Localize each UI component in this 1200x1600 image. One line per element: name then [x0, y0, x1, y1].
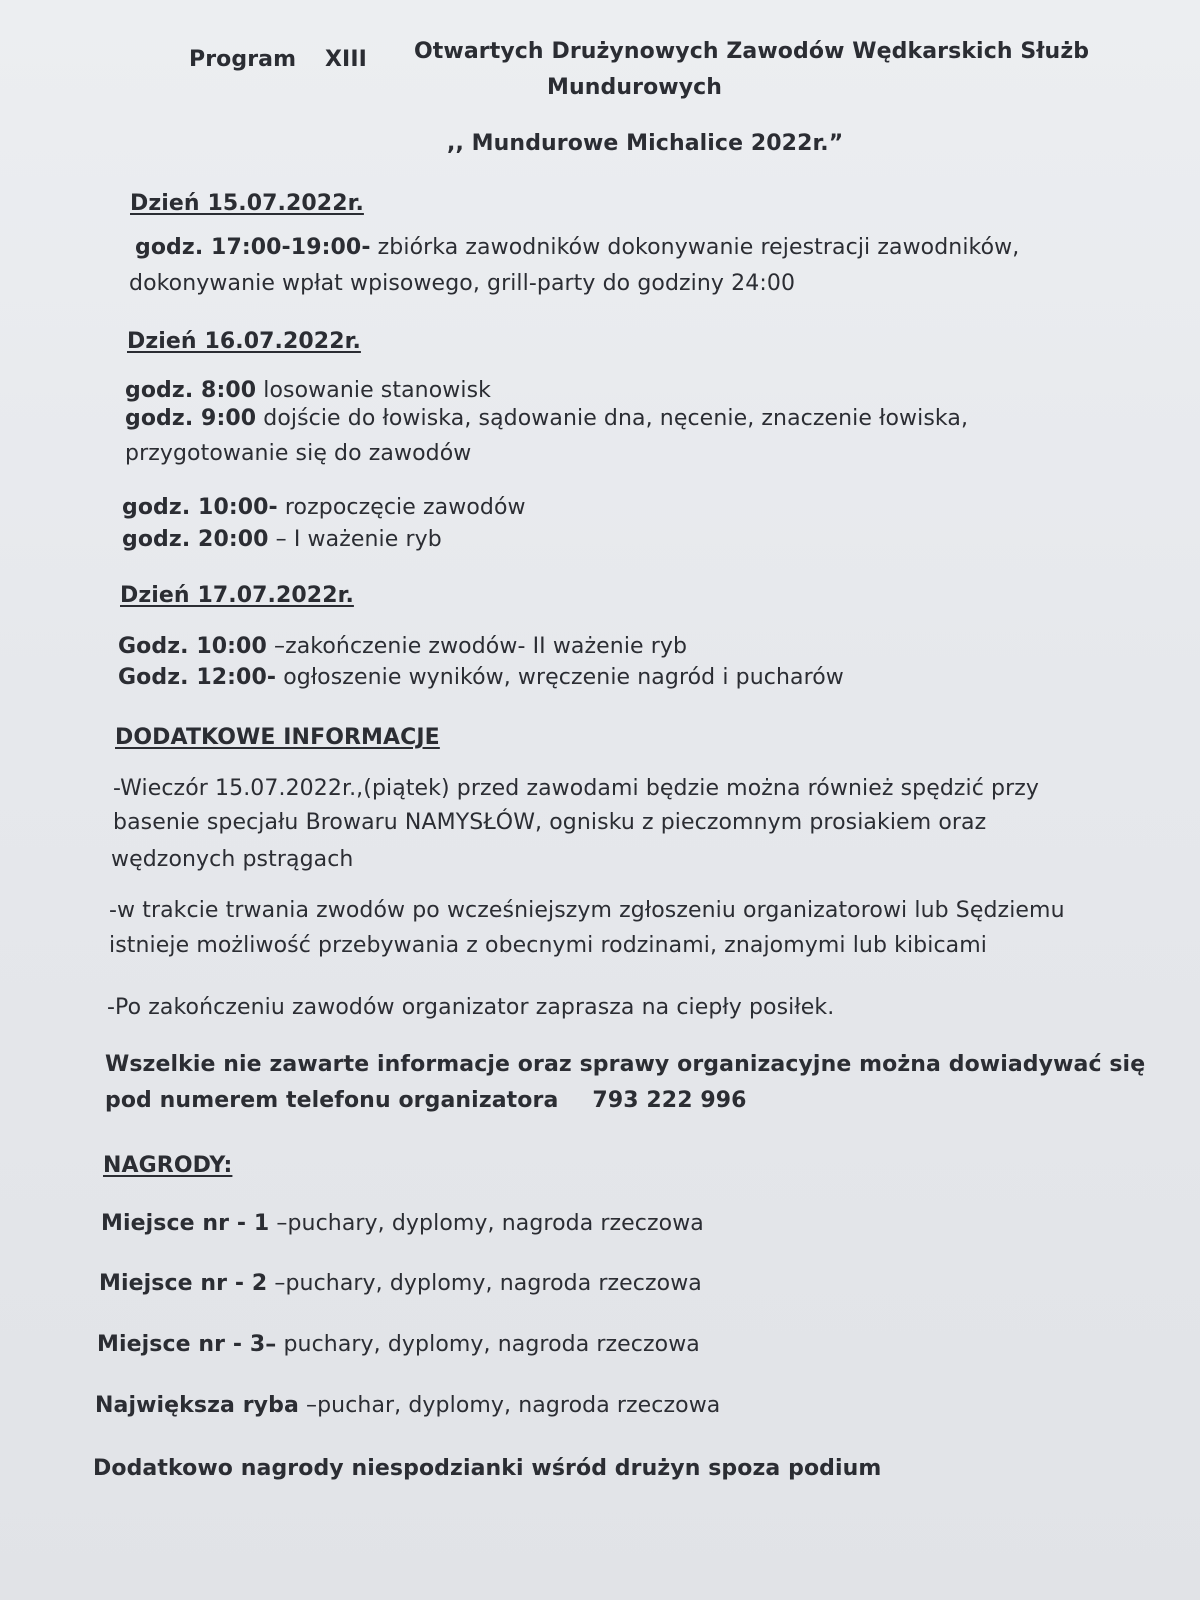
info-line: -Po zakończeniu zawodów organizator zaprasza na ciepły posiłek.: [107, 995, 835, 1020]
schedule-item: [122, 494, 526, 522]
schedule-continuation: dokonywanie wpłat wpisowego, grill-party do godziny 24:00: [129, 271, 796, 296]
schedule-continuation: przygotowanie się do zawodów: [125, 441, 472, 466]
schedule-item: [122, 526, 442, 554]
info-line: istnieje możliwość przebywania z obecnymi rodzinami, znajomymi lub kibicami: [109, 933, 987, 958]
phone-number: 793 222 996: [592, 1088, 747, 1113]
subtitle: ,, Mundurowe Michalice 2022r.”: [447, 131, 844, 156]
info-line: -w trakcie trwania zwodów po wcześniejszym zgłoszeniu organizatorowi lub Sędziemu: [109, 898, 1065, 923]
schedule-time: godz. 9:00: [125, 406, 257, 431]
schedule-time: godz. 20:00: [122, 527, 269, 552]
prizes-footer: Dodatkowo nagrody niespodzianki wśród drużyn spoza podium: [93, 1456, 882, 1481]
schedule-text: losowanie stanowisk: [256, 378, 491, 403]
prize-label: Miejsce nr - 3–: [97, 1332, 277, 1357]
day3-heading: Dzień 17.07.2022r.: [120, 583, 354, 608]
title-main-text: Otwartych Drużynowych Zawodów Wędkarskich Służb: [414, 39, 1090, 64]
contact-line: [105, 1087, 747, 1115]
prize-item: [95, 1392, 720, 1420]
schedule-item: [125, 377, 491, 405]
schedule-time: Godz. 12:00-: [118, 665, 277, 690]
prize-text: puchary, dyplomy, nagroda rzeczowa: [276, 1332, 700, 1357]
prize-text: –puchar, dyplomy, nagroda rzeczowa: [298, 1393, 721, 1418]
info-line: basenie specjału Browaru NAMYSŁÓW, ognisku z pieczomnym prosiakiem oraz: [113, 810, 987, 835]
schedule-time: Godz. 10:00: [118, 634, 267, 659]
prize-text: –puchary, dyplomy, nagroda rzeczowa: [267, 1271, 702, 1296]
schedule-item: [125, 405, 968, 433]
contact-line: Wszelkie nie zawarte informacje oraz sprawy organizacyjne można dowiadywać się: [105, 1052, 1146, 1077]
title-word-program: Program: [189, 47, 297, 72]
day1-heading: Dzień 15.07.2022r.: [130, 191, 364, 216]
prize-label: Miejsce nr - 2: [99, 1271, 268, 1296]
info-line: wędzonych pstrągach: [111, 847, 354, 872]
schedule-time: godz. 8:00: [125, 378, 257, 403]
prize-item: [101, 1210, 704, 1238]
additional-heading: DODATKOWE INFORMACJE: [115, 725, 440, 750]
title-line-2: Mundurowych: [547, 75, 723, 100]
info-line: -Wieczór 15.07.2022r.,(piątek) przed zawodami będzie można również spędzić przy: [113, 776, 1040, 801]
schedule-item: [135, 234, 1019, 262]
day2-heading: Dzień 16.07.2022r.: [127, 329, 361, 354]
schedule-time: godz. 10:00-: [122, 495, 278, 520]
schedule-time: godz. 17:00-19:00-: [135, 235, 371, 260]
prize-item: [99, 1270, 702, 1298]
prizes-heading: NAGRODY:: [103, 1153, 233, 1178]
prize-item: [97, 1331, 700, 1359]
schedule-text: ogłoszenie wyników, wręczenie nagród i pucharów: [276, 665, 844, 690]
schedule-item: [118, 664, 844, 692]
schedule-text: –zakończenie zwodów- II ważenie ryb: [266, 634, 688, 659]
prize-label: Miejsce nr - 1: [101, 1211, 270, 1236]
schedule-text: zbiórka zawodników dokonywanie rejestracji zawodników,: [370, 235, 1020, 260]
contact-label: pod numerem telefonu organizatora: [105, 1088, 559, 1113]
title-word-xiii: XIII: [325, 47, 367, 72]
prize-text: –puchary, dyplomy, nagroda rzeczowa: [269, 1211, 704, 1236]
schedule-text: – I ważenie ryb: [268, 527, 442, 552]
schedule-item: [118, 633, 687, 661]
schedule-text: dojście do łowiska, sądowanie dna, nęcenie, znaczenie łowiska,: [256, 406, 969, 431]
schedule-text: rozpoczęcie zawodów: [277, 495, 526, 520]
prize-label: Największa ryba: [95, 1393, 299, 1418]
